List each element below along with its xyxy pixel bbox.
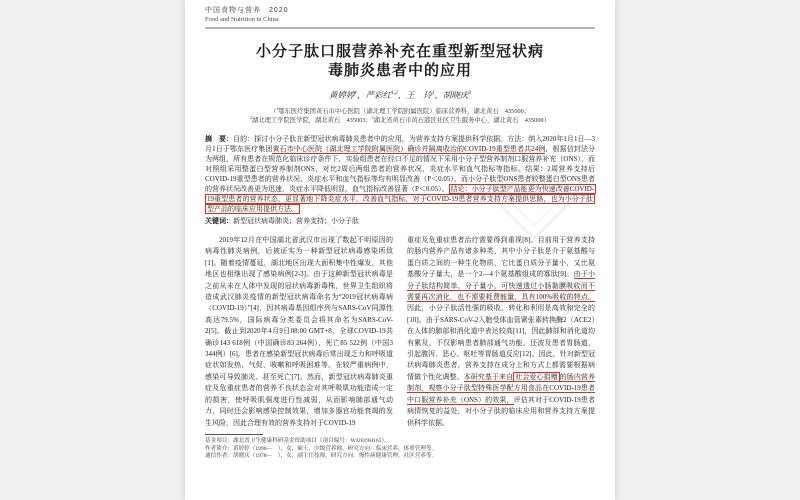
footnote-author-bio: 作者简介：黄婷婷（1990— ），女，硕士，中级营养师，研究方向：临床营养，体重管理等。 <box>205 445 438 452</box>
abstract: 摘 要：目的：探讨小分子肽在新型冠状病毒肺炎患者中的应用，为营养支持方案提供科学依据。方法：纳入2020年1月1日—3月1日于鄂东医疗集团黄石市中心医院（湖北理工学院附属医院）确诊并隔离收治的COVID-19重型患者共24例，根据信封法分为两组，所有患者在规范化临床诊疗条件下，实验组患者在经口不足的情况下采用小分子型营养制剂口服营养补充（ONS），而对照组采用整蛋白型营养制剂ONS，对比2周后两组患者的营养状况、炎症水平和血气指标等指标。结果：2周营养支持后COVID-19重型患者的营养状况、炎症水平和血气指标等均有明显改善（P＜0.05），而小分子肽型ONS患者较整蛋白型ONS患者的营养状况改善更为迅速，炎症水平降低明显，血气指标改善显著（P＜0.05）。 结论：小分子肽型产品能更为快速改善COVID-19重型患者的营养状态，更显著地下降炎症水平，改善血气指标，对于COVID-19患者营养支持方案提供思路，也为小分子肽型产品的临床应用提供方法。 <box>205 135 596 213</box>
journal-header <box>205 5 595 29</box>
article-title-line1: 小分子肽口服营养补充在重型新型冠状病 <box>255 43 544 60</box>
body-columns <box>205 235 595 461</box>
footnote-corresponding-author: 通信作者：胡晓庆（1978— ），女，副主任技师，研究方向：慢性病健康管理，社区营养等。 <box>205 453 438 460</box>
body-paragraph-right: 重症及危重症患者治疗需要得到重视[8]。目前用于营养支持的肠内营养产品有诸多种类，其中小分子肽是介于氨基酸与蛋白质之间的一种生化物质，它比蛋白质分子量小，又比氨基酸分子量大，是一个2—4个氨基酸组成的寡肽[9]。由于小分子肽结构简单、分子量小，可快速透过小肠黏膜吸收而不需要再次消化，也不需要耗费能量，具有100%吸收的特点。因此，小分子肽活性强的吸收、转化和利用是高效和完全的[10]。由于SARS-CoV-2入胞受体血管紧张素转换酶2（ACE2）在人体的肺部和消化道中表达较高[11]，因此肺部和消化道均有累及，不仅影响患者肺部通气功能，还波及患者胃肠道，引起腹泻、恶心、呕吐等胃肠道反应[12]。因此，针对新型冠状病毒肺炎患者，营养支持在成分上和方式上都需要根据病情做个性化调整。本研究基于来自 社会爱心捐赠 的肠内营养制剂，观察小分子肽型特殊医学配方用食品在COVID-19患者中口服营养补充（ONS）的效果，评估其对于COVID-19患者病情恢复的益处，对小分子肽的临床应用和营养支持方案提供科学依据。 <box>407 236 596 427</box>
footnote-rule <box>205 434 263 435</box>
journal-name-en: Food and Nutrition in China <box>205 16 279 23</box>
affiliation-line1: （$^1$鄂东医疗集团黄石市中心医院（湖北理工学院附属医院）临床营养科，湖北黄石 435000； <box>269 106 531 115</box>
footnote-funding: 基金项目：湖北省卫生健康科研基金资助项目（项目编号：WJ2019H165）。 <box>205 437 390 444</box>
left-column <box>205 235 438 461</box>
author-list: 黄婷婷$^1$，严彩红$^{1,2}$，王 玲$^1$，胡晓庆$^3$ <box>328 90 472 100</box>
article-title <box>205 42 595 80</box>
affiliation-line2: $^2$湖北理工学院医学院，湖北黄石 435003；$^3$湖北省黄石市黄石港区社区卫生服务中心，湖北黄石 435000） <box>250 115 550 124</box>
article-title-line2: 毒肺炎患者中的应用 <box>327 62 472 79</box>
affiliations <box>205 107 595 125</box>
body-paragraph-left: 2019年12月在中国湖北省武汉市出现了数起不明原因的病毒性肺炎病例，后被证实为一种新型冠状病毒感染所致[1]。随着疫情蔓延，湖北地区出现大面积集中性爆发，其他地区也相继出现了感染病例[2-3]。由于这种新型冠状病毒是之前从未在人体中发现的冠状病毒新毒株，世界卫生组织将造成武汉肺炎疫情的新型冠状病毒命名为“2019冠状病毒病（COVID-19）”[4]，因其病毒基因组序列与SARS-CoV同源性高达79.5%，国际病毒分类委员会将其命名为SARS-CoV-2[5]。截止到2020年4月9日08:00 GMT+8，全球COVID-19共确诊143 618例（中国确诊83 264例），死亡85 522例（中国3 344例）[6]。患者在感染新型冠状病毒后常出现乏力和呼吸道症状如发热、气促、咳嗽和呼吸困难等。在较严重病例中，感染可导致肺炎、甚至死亡[7]。然而，新型冠状病毒肺炎重症及危重症患者的营养不良状态会对其呼吸肌功能造成一定的损害，使呼吸肌强度进行性减弱，从而影响肺部通气动力，同时还会影响感染控制效果，增加多器官功能衰竭的发生风险，因此合理有效的营养支持对于COVID-19 <box>205 236 393 427</box>
footnote-block <box>205 434 440 461</box>
header-rule <box>205 27 595 29</box>
right-column <box>407 235 595 461</box>
keywords: 关键词：新型冠状病毒肺炎；营养支持；小分子肽 <box>205 217 359 225</box>
journal-name-cn: 中国食物与营养 2020 <box>205 7 289 14</box>
paper-page <box>185 0 615 500</box>
